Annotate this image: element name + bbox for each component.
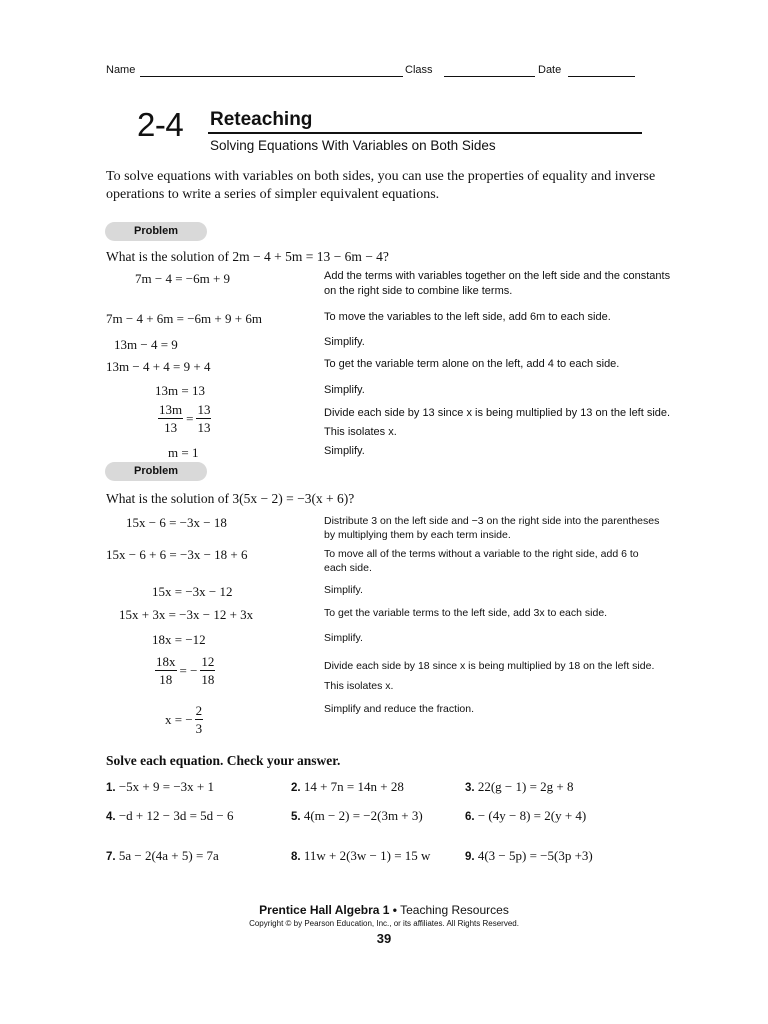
exercise-2 <box>291 779 404 795</box>
class-label: Class <box>405 64 433 76</box>
exercise-number: 4. <box>106 811 116 823</box>
exercises-heading: Solve each equation. Check your answer. <box>106 753 341 768</box>
exercise-equation: 4(m − 2) = −2(3m + 3) <box>303 808 423 823</box>
equals-sign: = <box>186 411 194 426</box>
p1-step1-eq: 7m − 4 = −6m + 9 <box>135 271 231 286</box>
title-rule <box>208 132 642 134</box>
date-line <box>568 76 635 77</box>
fraction-numerator: 18x <box>156 654 176 669</box>
exercise-number: 5. <box>291 811 301 823</box>
p2-step4-eq: 15x + 3x = −3x − 12 + 3x <box>119 607 254 622</box>
exercise-equation: − (4y − 8) = 2(y + 4) <box>477 808 587 823</box>
p2-step3-exp: Simplify. <box>324 584 363 596</box>
footer-resource: Teaching Resources <box>400 903 509 917</box>
intro-text: To solve equations with variables on both sides, you can use the properties of equality and inverse operations to write a series of simpler equivalent equations. <box>106 169 656 202</box>
p2-step1-eq: 15x − 6 = −3x − 18 <box>126 515 227 530</box>
p1-step4-eq: 13m − 4 + 4 = 9 + 4 <box>106 359 211 374</box>
problem1-question: What is the solution of 2m − 4 + 5m = 13 − 6m − 4? <box>106 249 389 264</box>
problem-badge: Problem <box>105 222 207 241</box>
exercise-number: 2. <box>291 782 301 794</box>
fraction-denominator: 3 <box>195 721 203 736</box>
p1-step7-exp: Simplify. <box>324 445 365 457</box>
exercise-equation: 22(g − 1) = 2g + 8 <box>477 779 574 794</box>
exercise-equation: 5a − 2(4a + 5) = 7a <box>118 848 219 863</box>
fraction-denominator: 13 <box>164 420 178 435</box>
name-line <box>140 76 403 77</box>
footer-book: Prentice Hall Algebra 1 • <box>259 903 397 917</box>
p1-step3-eq: 13m − 4 = 9 <box>114 337 178 352</box>
p1-step2-eq: 7m − 4 + 6m = −6m + 9 + 6m <box>106 311 262 326</box>
lesson-title: Reteaching <box>210 109 313 130</box>
p1-step3-exp: Simplify. <box>324 336 365 348</box>
exercise-equation: −5x + 9 = −3x + 1 <box>118 779 215 794</box>
p1-step1-exp: Add the terms with variables together on the left side and the constants on the right side to combine like terms. <box>324 270 671 297</box>
p2-step7-eq <box>165 704 203 736</box>
fraction-denominator: 18 <box>159 672 173 687</box>
problem2-question: What is the solution of 3(5x − 2) = −3(x + 6)? <box>106 491 355 506</box>
p2-step5-exp: Simplify. <box>324 632 363 644</box>
exercise-1 <box>106 779 214 795</box>
date-label: Date <box>538 64 562 76</box>
p2-step4-exp: To get the variable terms to the left side, add 3x to each side. <box>324 607 608 619</box>
exercise-5 <box>291 808 423 824</box>
exercise-equation: 14 + 7n = 14n + 28 <box>303 779 404 794</box>
exercise-number: 3. <box>465 782 475 794</box>
fraction-numerator: 2 <box>195 703 203 718</box>
footer-copyright: Copyright © by Pearson Education, Inc., or its affiliates. All Rights Reserved. <box>249 919 519 928</box>
lesson-number: 2-4 <box>137 106 184 143</box>
page-number: 39 <box>376 931 392 946</box>
lesson-subtitle: Solving Equations With Variables on Both Sides <box>210 138 496 153</box>
fraction-numerator: 12 <box>201 654 215 669</box>
p2-step7-exp: Simplify and reduce the fraction. <box>324 703 474 715</box>
p2-step1-exp: Distribute 3 on the left side and −3 on the right side into the parentheses by multiplying them by each term inside. <box>324 515 660 541</box>
exercise-equation: 4(3 − 5p) = −5(3p +3) <box>477 848 593 863</box>
p2-step2-exp: To move all of the terms without a variable to the right side, add 6 to each side. <box>324 548 639 574</box>
p1-step7-eq: m = 1 <box>168 445 199 460</box>
exercise-equation: 11w + 2(3w − 1) = 15 w <box>303 848 431 863</box>
class-line <box>444 76 535 77</box>
p2-step5-eq: 18x = −12 <box>152 632 206 647</box>
p1-step2-exp: To move the variables to the left side, add 6m to each side. <box>324 311 611 323</box>
exercise-number: 9. <box>465 851 475 863</box>
exercise-number: 7. <box>106 851 116 863</box>
p2-step3-eq: 15x = −3x − 12 <box>152 584 233 599</box>
p2-step6-exp: Divide each side by 18 since x is being multiplied by 18 on the left side. This isolates x. <box>324 660 655 692</box>
fraction-numerator: 13m <box>159 402 183 417</box>
name-label: Name <box>106 64 136 76</box>
exercise-number: 1. <box>106 782 116 794</box>
exercise-8 <box>291 848 430 864</box>
exercise-7 <box>106 848 219 864</box>
p2-step6-eq <box>155 655 215 687</box>
fraction-numerator: 13 <box>197 402 211 417</box>
p2-step2-eq: 15x − 6 + 6 = −3x − 18 + 6 <box>106 547 248 562</box>
exercise-3 <box>465 779 574 795</box>
exercise-6 <box>465 808 586 824</box>
footer-title <box>0 903 768 917</box>
p1-step4-exp: To get the variable term alone on the left, add 4 to each side. <box>324 358 620 370</box>
exercise-number: 6. <box>465 811 475 823</box>
equals-sign: = − <box>179 663 198 678</box>
p1-step5-exp: Simplify. <box>324 384 365 396</box>
equation-prefix: x = − <box>165 712 193 727</box>
exercise-number: 8. <box>291 851 301 863</box>
fraction-denominator: 18 <box>201 672 215 687</box>
p1-step6-exp: Divide each side by 13 since x is being multiplied by 13 on the left side. This isolates x. <box>324 407 671 438</box>
problem-badge: Problem <box>105 462 207 481</box>
exercise-equation: −d + 12 − 3d = 5d − 6 <box>118 808 234 823</box>
p1-step6-eq <box>158 403 211 435</box>
p1-step5-eq: 13m = 13 <box>155 383 205 398</box>
exercise-9 <box>465 848 593 864</box>
fraction-denominator: 13 <box>197 420 211 435</box>
exercise-4 <box>106 808 234 824</box>
